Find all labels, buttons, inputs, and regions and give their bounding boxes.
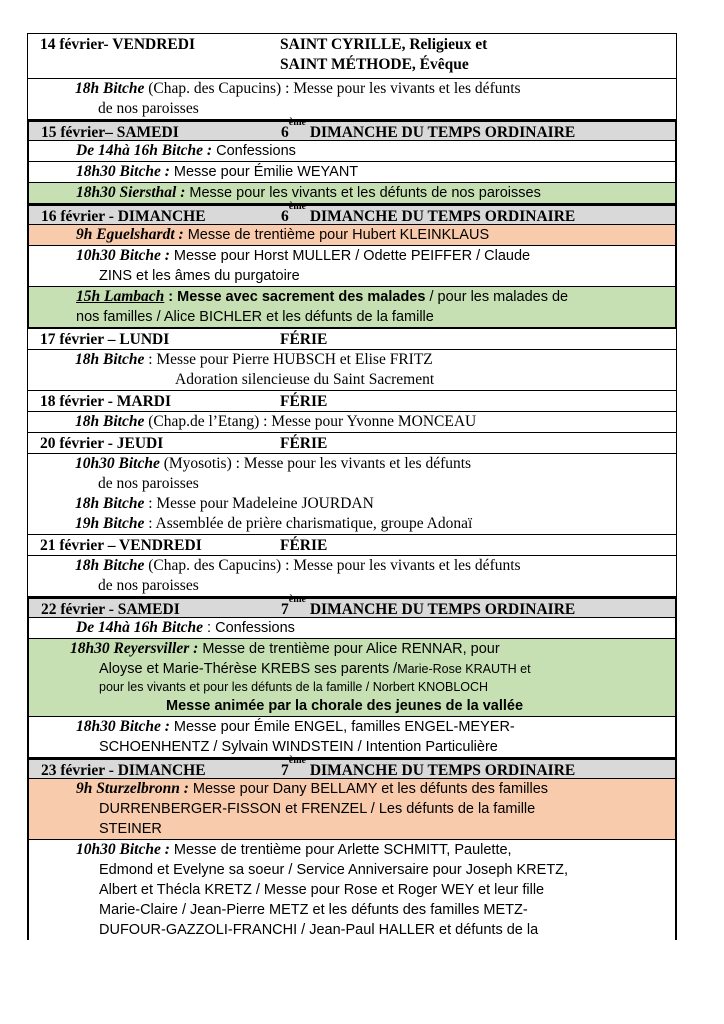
entry-time: 15h Lambach [76, 288, 165, 305]
day-title: 7ème DIMANCHE DU TEMPS ORDINAIRE [281, 754, 576, 779]
day-date: 20 février - JEUDI [40, 435, 164, 452]
mass-entry: 15h Lambach : Messe avec sacrement des malades / pour les malades de nos familles / Alice BICHLER et les défunts de la famille [27, 287, 677, 329]
mass-entry: 18h30 Reyersviller : Messe de trentième pour Alice RENNAR, pour Aloyse et Marie-Thérèse KREBS ses parents /Marie-Rose KRAUTH et pour les vivants et pour les défunts de la famille / Norbert KNOBLOCH Messe animée par la chorale des jeunes de la vallée [27, 639, 677, 717]
entry-time: 10h30 Bitche : [76, 841, 170, 858]
mass-entry: De 14hà 16h Bitche : Confessions [27, 618, 677, 639]
day-title: FÉRIE [280, 435, 328, 452]
day-header [27, 391, 677, 412]
mass-entry: 10h30 Bitche : Messe de trentième pour Arlette SCHMITT, Paulette, Edmond et Evelyne sa soeur / Service Anniversaire pour Joseph KRETZ, Albert et Thécla KRETZ / Messe pour Rose et Roger WEY et leur fille Marie-Claire / Jean-Pierre METZ et les défunts des familles METZ- DUFOUR-GAZZOLI-FRANCHI / Jean-Paul HALLER et défunts de la [27, 840, 677, 940]
day-header [27, 754, 677, 779]
day-header [27, 535, 677, 556]
day-title: FÉRIE [280, 331, 328, 348]
mass-entry: 18h30 Bitche : Messe pour Émile ENGEL, familles ENGEL-MEYER- SCHOENHENTZ / Sylvain WINDSTEIN / Intention Particulière [27, 717, 677, 758]
day-date: 23 février - DIMANCHE [41, 762, 206, 779]
mass-entry: 18h30 Bitche : Messe pour Émilie WEYANT [27, 162, 677, 183]
day-title: 6ème DIMANCHE DU TEMPS ORDINAIRE [281, 116, 576, 141]
day-date: 18 février - MARDI [40, 393, 171, 410]
day-title: FÉRIE [280, 537, 328, 554]
entry-time: De 14hà 16h Bitche : [76, 142, 213, 159]
day-header [27, 116, 677, 141]
entry-time: 9h Eguelshardt : [76, 226, 184, 243]
entry-time: 19h Bitche [75, 515, 145, 532]
schedule-table [27, 33, 677, 940]
day-title: SAINT CYRILLE, Religieux et SAINT MÉTHODE, Évêque [280, 36, 488, 73]
day-date: 22 février - SAMEDI [41, 601, 180, 618]
day-header [27, 329, 677, 350]
mass-entry: 18h Bitche (Chap.de l’Etang) : Messe pour Yvonne MONCEAU [27, 412, 677, 433]
entry-time: 18h Bitche [75, 80, 145, 97]
mass-entry: 18h Bitche (Chap. des Capucins) : Messe pour les vivants et les défunts de nos paroisses [27, 79, 677, 120]
mass-entry: 10h30 Bitche : Messe pour Horst MULLER / Odette PEIFFER / Claude ZINS et les âmes du purgatoire [27, 246, 677, 287]
mass-entry: 18h Bitche : Messe pour Pierre HUBSCH et Elise FRITZ Adoration silencieuse du Saint Sacrement [27, 350, 677, 391]
entry-time: 18h30 Siersthal : [76, 184, 186, 201]
entry-time: 18h Bitche [75, 351, 145, 368]
day-date: 17 février – LUNDI [40, 331, 170, 348]
day-header [27, 593, 677, 618]
entry-time: 18h Bitche [75, 495, 145, 512]
entry-time: 18h30 Bitche : [76, 163, 170, 180]
day-title: FÉRIE [280, 393, 328, 410]
day-title: 7ème DIMANCHE DU TEMPS ORDINAIRE [281, 593, 576, 618]
entry-time: 10h30 Bitche : [76, 247, 170, 264]
entry-time: De 14hà 16h Bitche [76, 619, 204, 636]
day-header [27, 33, 677, 79]
day-header [27, 200, 677, 225]
mass-entry: 10h30 Bitche (Myosotis) : Messe pour les vivants et les défunts de nos paroisses 18h Bitche : Messe pour Madeleine JOURDAN 19h Bitche : Assemblée de prière charismatique, groupe Adonaï [27, 454, 677, 535]
mass-entry: 9h Sturzelbronn : Messe pour Dany BELLAMY et les défunts des familles DURRENBERGER-FISSON et FRENZEL / Les défunts de la famille STEINER [27, 779, 677, 840]
day-date: 15 février– SAMEDI [41, 124, 179, 141]
day-title: 6ème DIMANCHE DU TEMPS ORDINAIRE [281, 200, 576, 225]
entry-time: 9h Sturzelbronn : [76, 780, 189, 797]
day-date: 14 février- VENDREDI [40, 36, 195, 53]
day-date: 16 février - DIMANCHE [41, 208, 206, 225]
entry-time: 10h30 Bitche [75, 455, 160, 472]
day-header [27, 433, 677, 454]
entry-time: 18h30 Bitche : [76, 718, 170, 735]
mass-entry: 18h30 Siersthal : Messe pour les vivants et les défunts de nos paroisses [27, 183, 677, 204]
mass-entry: De 14hà 16h Bitche : Confessions [27, 141, 677, 162]
entry-time: 18h30 Reyersviller : [70, 640, 199, 657]
entry-time: 18h Bitche [75, 557, 145, 574]
day-date: 21 février – VENDREDI [40, 537, 202, 554]
mass-entry: 9h Eguelshardt : Messe de trentième pour Hubert KLEINKLAUS [27, 225, 677, 246]
entry-time: 18h Bitche [75, 413, 145, 430]
mass-entry: 18h Bitche (Chap. des Capucins) : Messe pour les vivants et les défunts de nos paroisses [27, 556, 677, 597]
